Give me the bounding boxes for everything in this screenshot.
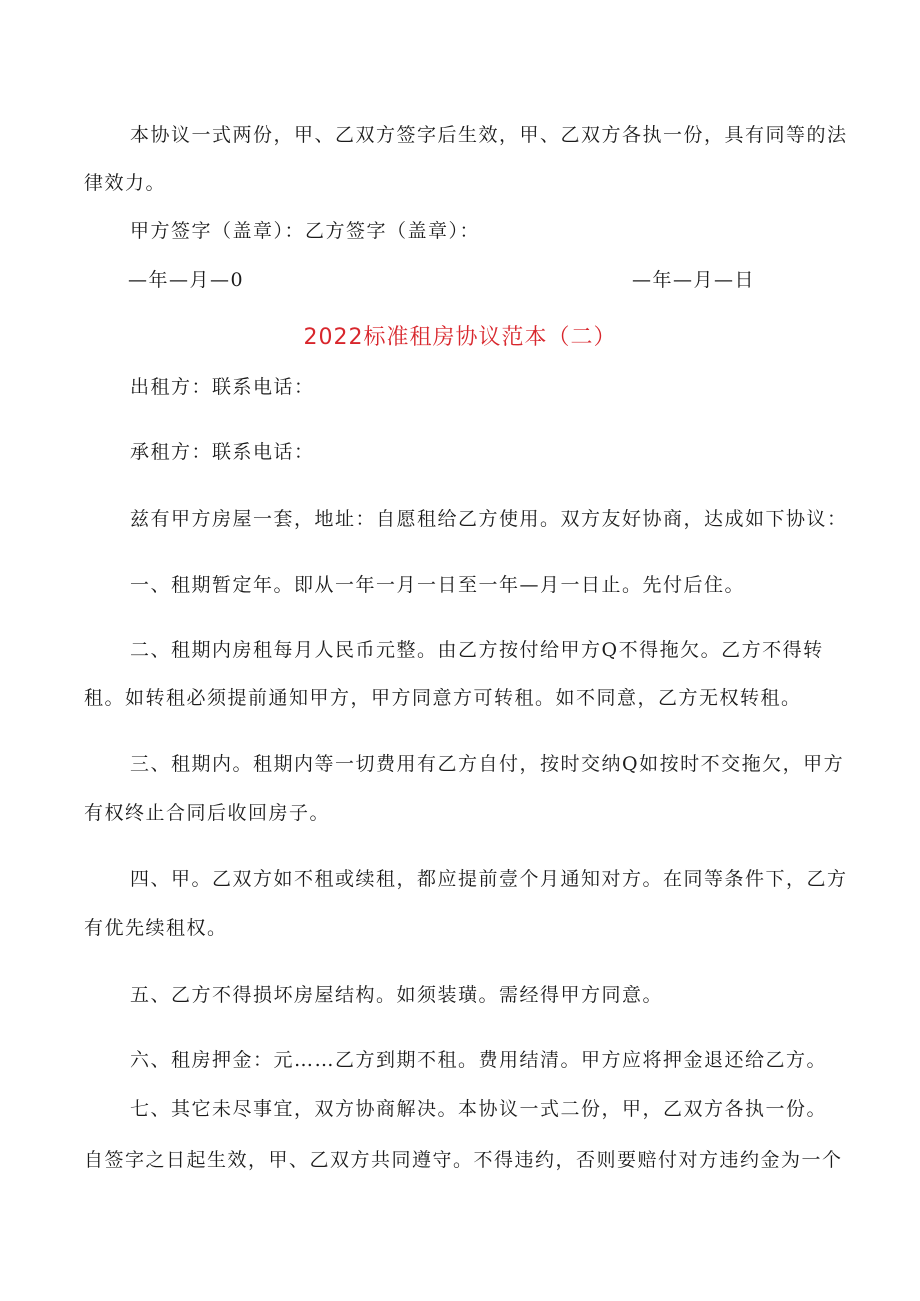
intro-line: 兹有甲方房屋一套，地址：自愿租给乙方使用。双方友好协商，达成如下协议： <box>130 508 848 530</box>
lessee-line: 承租方：联系电话： <box>130 441 315 463</box>
clause-3-line-2: 有权终止合同后收回房子。 <box>84 802 331 824</box>
clause-4-line-1: 四、甲。乙双方如不租或续租，都应提前壹个月通知对方。在同等条件下，乙方 <box>130 868 848 890</box>
clause-7-line-2: 自签字之日起生效，甲、乙双方共同遵守。不得违约，否则要赔付对方违约金为一个 <box>84 1149 843 1171</box>
lessor-line: 出租方：联系电话： <box>130 376 315 398</box>
closing-clause-line-2: 律效力。 <box>84 172 167 194</box>
clause-6-line-1: 六、租房押金：元……乙方到期不租。费用结清。甲方应将押金退还给乙方。 <box>130 1049 828 1071</box>
date-right: —年—月—日 <box>632 269 756 291</box>
clause-1-line-1: 一、租期暂定年。即从一年一月一日至一年—月一日止。先付后住。 <box>130 574 746 596</box>
clause-7-line-1: 七、其它未尽事宜，双方协商解决。本协议一式二份，甲，乙双方各执一份。 <box>130 1098 828 1120</box>
signature-line: 甲方签字（盖章）：乙方签字（盖章）： <box>130 220 481 242</box>
document-title: 2022标准租房协议范本（二） <box>303 325 617 350</box>
date-left: —年—月—0 <box>128 269 245 291</box>
clause-2-line-1: 二、租期内房租每月人民币元整。由乙方按付给甲方Q不得拖欠。乙方不得转 <box>130 639 824 661</box>
closing-clause-line-1: 本协议一式两份，甲、乙双方签字后生效，甲、乙双方各执一份，具有同等的法 <box>130 124 848 146</box>
clause-3-line-1: 三、租期内。租期内等一切费用有乙方自付，按时交纳Q如按时不交拖欠，甲方 <box>130 753 845 775</box>
clause-4-line-2: 有优先续租权。 <box>84 917 228 939</box>
clause-5-line-1: 五、乙方不得损坏房屋结构。如须装璜。需经得甲方同意。 <box>130 984 664 1006</box>
clause-2-line-2: 租。如转租必须提前通知甲方，甲方同意方可转租。如不同意，乙方无权转租。 <box>84 687 802 709</box>
